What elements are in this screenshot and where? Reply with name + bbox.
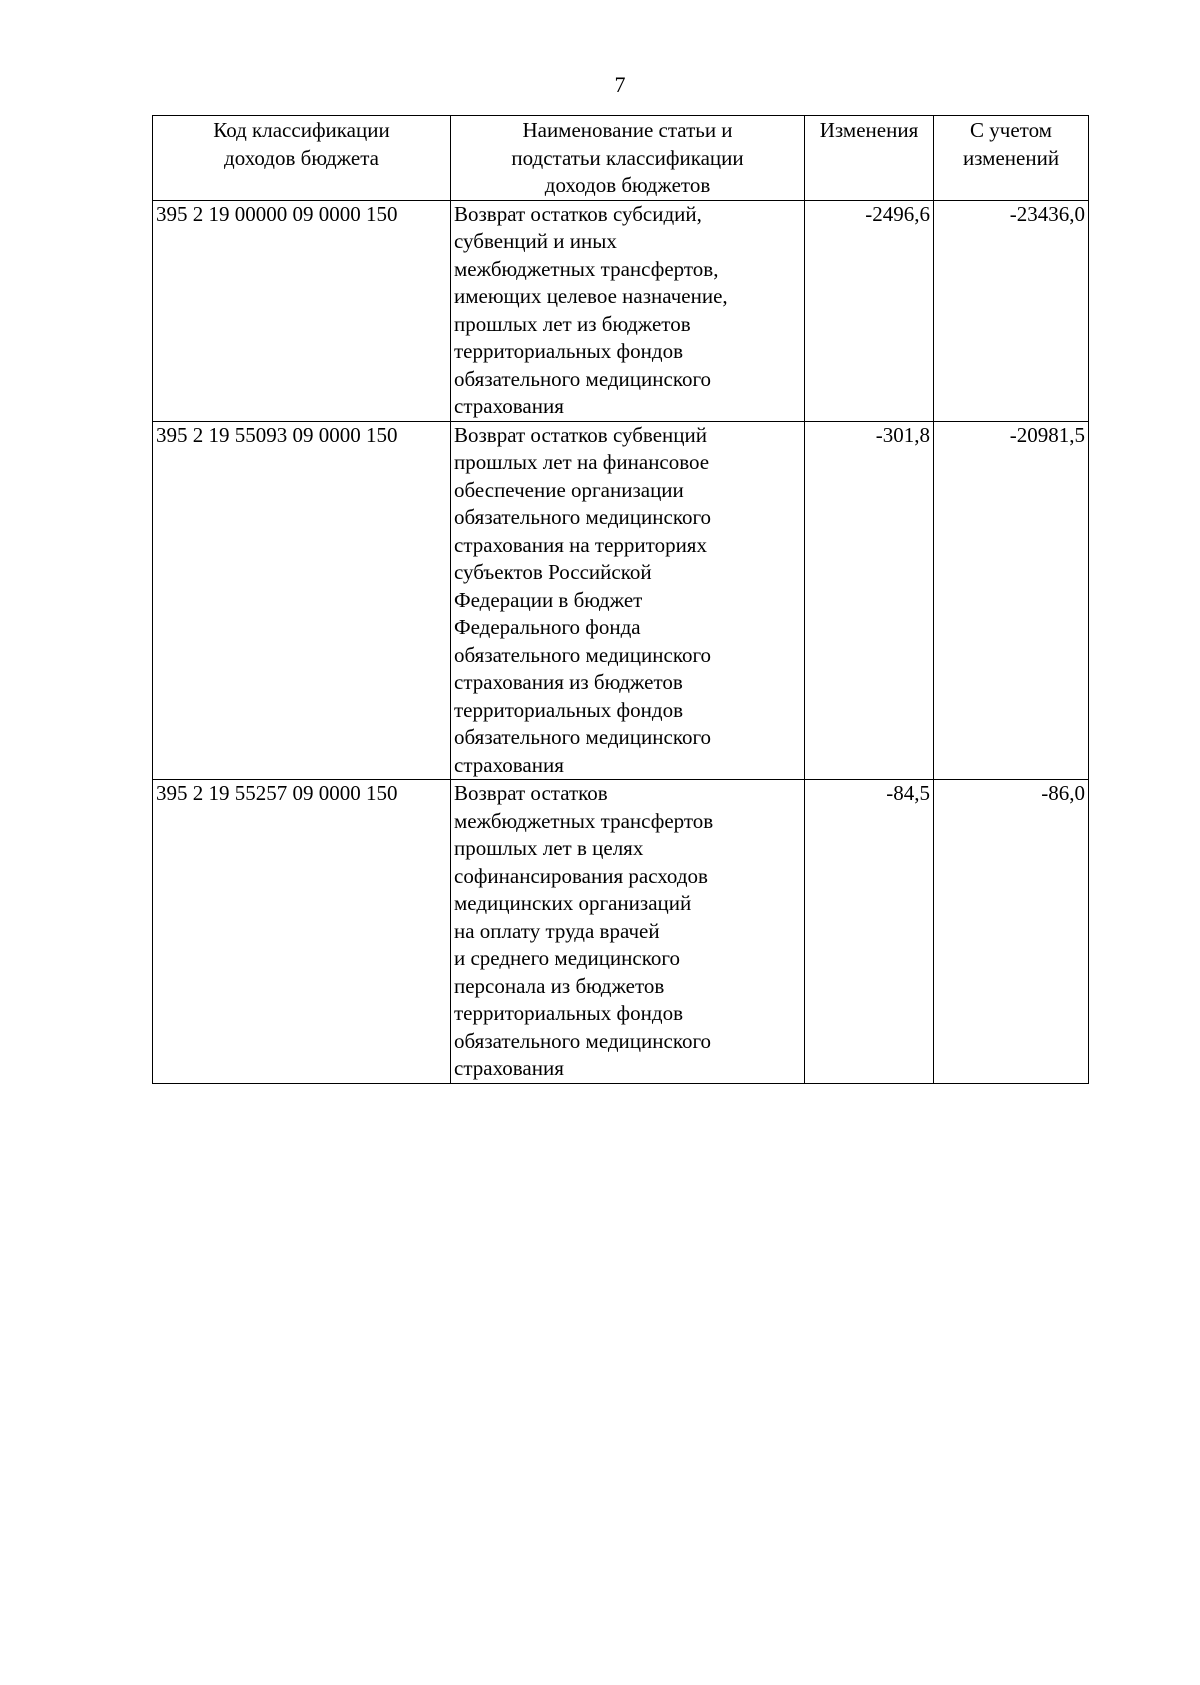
item-name — [451, 421, 805, 780]
item-name-line: территориальных фондов — [454, 697, 683, 722]
budget-revenue-table — [152, 115, 1089, 1084]
header-changes — [805, 116, 934, 201]
item-name-line: софинансирования расходов — [454, 863, 708, 888]
with-changes-value: -23436,0 — [934, 200, 1089, 421]
with-changes-value: -86,0 — [934, 780, 1089, 1084]
item-name-line: медицинских организаций — [454, 891, 692, 915]
header-name — [451, 116, 805, 201]
changes-value: -301,8 — [805, 421, 934, 780]
item-name-line: субъектов Российской — [454, 560, 652, 584]
header-code-line: Код классификации — [213, 118, 390, 142]
item-name-line: персонала из бюджетов — [454, 973, 665, 998]
item-name-line: Возврат остатков субвенций — [454, 422, 707, 447]
table-row — [153, 421, 1089, 780]
header-changes-line: Изменения — [819, 118, 919, 142]
item-name-line: имеющих целевое назначение, — [454, 284, 728, 308]
header-name-line: подстатьи классификации — [511, 145, 744, 170]
item-name-line: прошлых лет на финансовое — [454, 450, 710, 474]
header-name-line: доходов бюджетов — [544, 173, 711, 197]
item-name-line: обеспечение организации — [454, 477, 684, 502]
item-name-line: межбюджетных трансфертов — [454, 808, 714, 833]
item-name-line: обязательного медицинского — [454, 505, 712, 529]
item-name-line: прошлых лет в целях — [454, 836, 644, 860]
table-row — [153, 200, 1089, 421]
header-with-changes-line: С учетом — [970, 118, 1052, 142]
item-name-line: страхования из бюджетов — [454, 670, 683, 694]
classification-code: 395 2 19 00000 09 0000 150 — [153, 200, 451, 421]
item-name-line: Возврат остатков субсидий, — [454, 201, 702, 226]
item-name — [451, 780, 805, 1084]
item-name-line: на оплату труда врачей — [454, 918, 660, 943]
changes-value: -84,5 — [805, 780, 934, 1084]
item-name-line: Возврат остатков — [454, 781, 608, 805]
header-with-changes-line: изменений — [962, 145, 1060, 170]
item-name-line: обязательного медицинского — [454, 642, 712, 667]
header-code-line: доходов бюджета — [224, 145, 379, 170]
classification-code: 395 2 19 55093 09 0000 150 — [153, 421, 451, 780]
with-changes-value: -20981,5 — [934, 421, 1089, 780]
item-name-line: субвенций и иных — [454, 229, 617, 253]
item-name-line: обязательного медицинского — [454, 1028, 712, 1053]
page-number: 7 — [614, 72, 626, 97]
table-row — [153, 780, 1089, 1084]
item-name-line: обязательного медицинского — [454, 366, 712, 391]
item-name-line: страхования на территориях — [454, 532, 707, 557]
changes-value: -2496,6 — [805, 200, 934, 421]
item-name-line: межбюджетных трансфертов, — [454, 256, 719, 281]
item-name-line: прошлых лет из бюджетов — [454, 311, 691, 336]
item-name-line: и среднего медицинского — [454, 946, 680, 970]
header-with-changes — [934, 116, 1089, 201]
item-name-line: Федерации в бюджет — [454, 587, 643, 612]
table-header-row — [153, 116, 1089, 201]
header-name-line: Наименование статьи и — [522, 118, 733, 142]
header-code — [153, 116, 451, 201]
item-name — [451, 200, 805, 421]
item-name-line: территориальных фондов — [454, 339, 683, 363]
item-name-line: страхования — [454, 752, 564, 777]
item-name-line: обязательного медицинского — [454, 725, 712, 749]
item-name-line: территориальных фондов — [454, 1001, 683, 1025]
item-name-line: страхования — [454, 394, 564, 418]
item-name-line: Федерального фонда — [454, 615, 641, 639]
classification-code: 395 2 19 55257 09 0000 150 — [153, 780, 451, 1084]
item-name-line: страхования — [454, 1056, 564, 1080]
